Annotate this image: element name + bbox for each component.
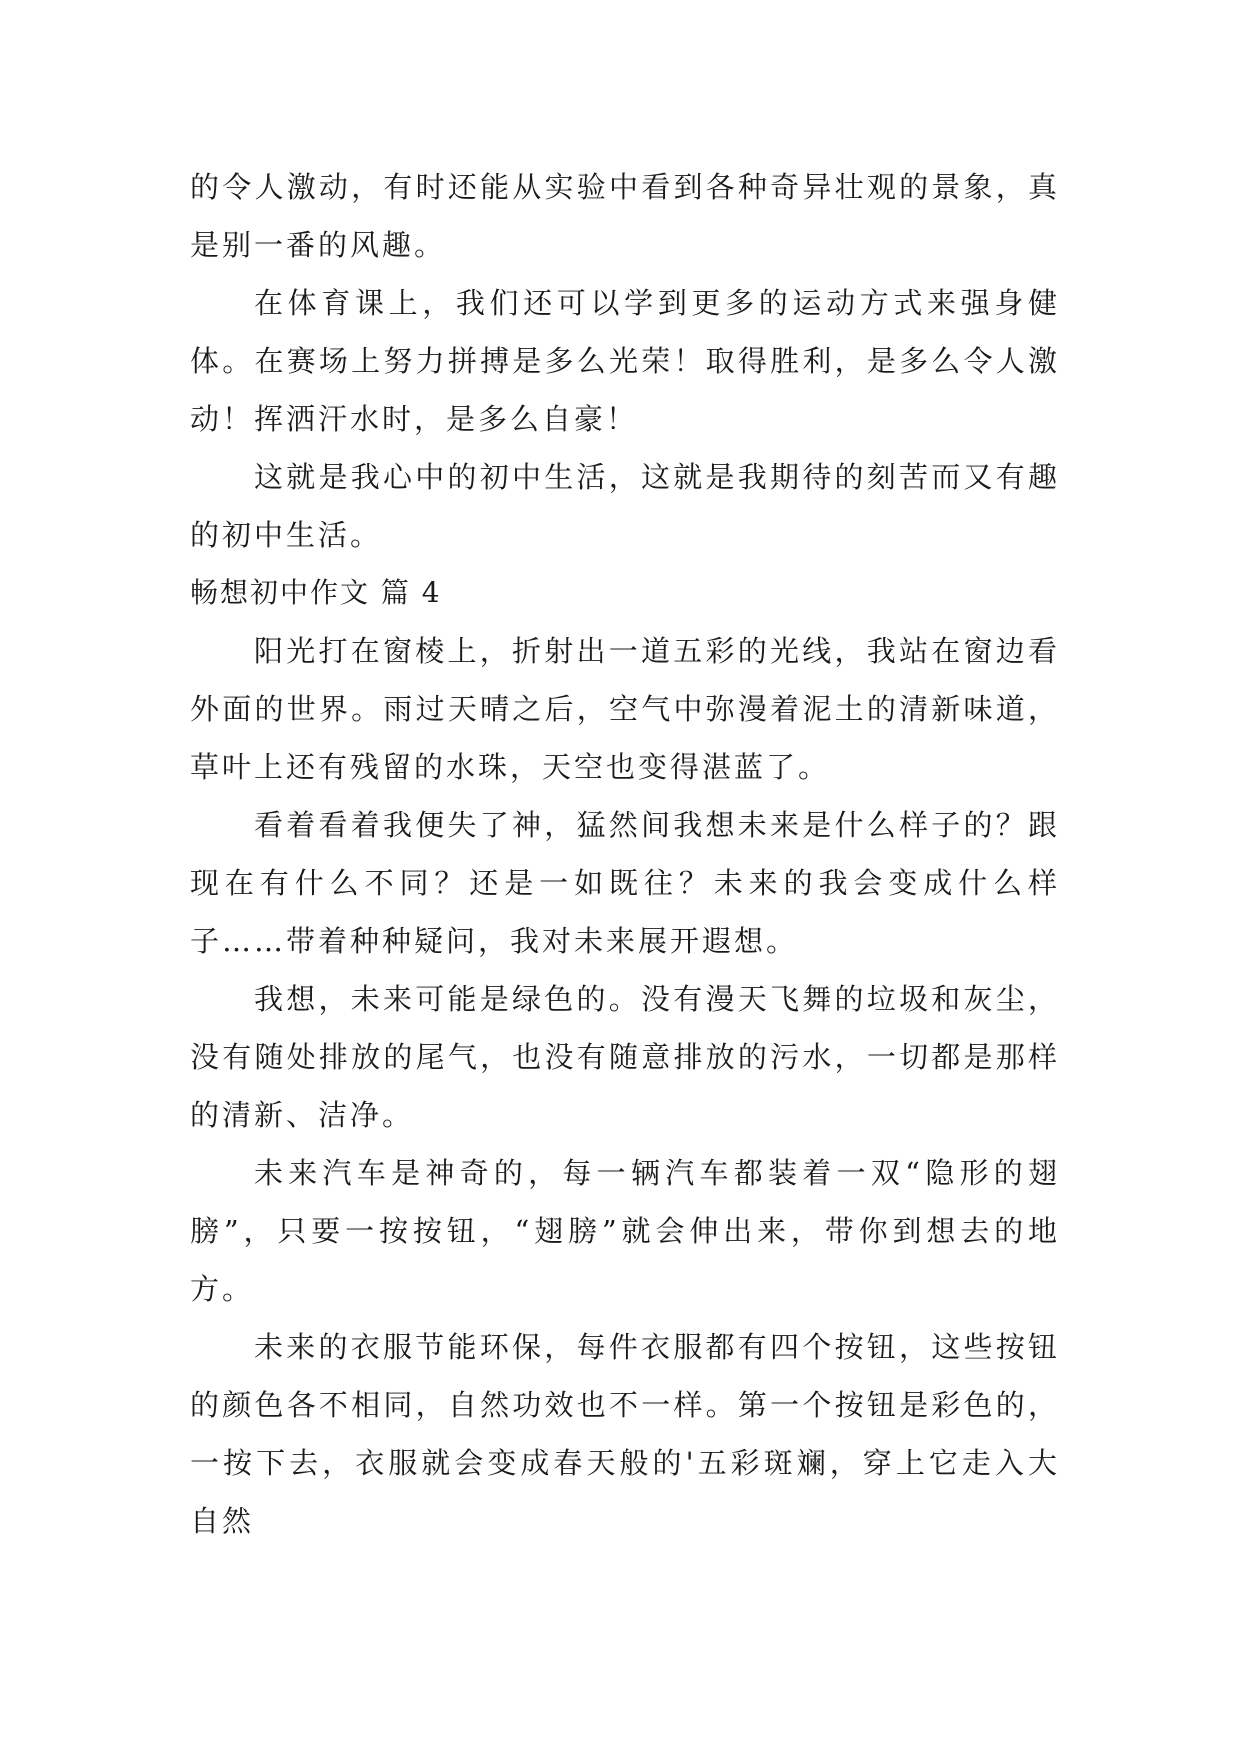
paragraph: 这就是我心中的初中生活，这就是我期待的刻苦而又有趣的初中生活。 — [190, 460, 1060, 552]
paragraph: 阳光打在窗棱上，折射出一道五彩的光线，我站在窗边看外面的世界。雨过天晴之后，空气中弥漫着泥土的清新味道，草叶上还有残留的水珠，天空也变得湛蓝了。 — [190, 634, 1060, 784]
paragraph: 的令人激动，有时还能从实验中看到各种奇异壮观的景象，真是别一番的风趣。 — [190, 170, 1060, 262]
paragraph: 看着看着我便失了神，猛然间我想未来是什么样子的？跟现在有什么不同？还是一如既往？未来的我会变成什么样子……带着种种疑问，我对未来展开遐想。 — [190, 808, 1060, 958]
paragraph: 未来的衣服节能环保，每件衣服都有四个按钮，这些按钮的颜色各不相同，自然功效也不一样。第一个按钮是彩色的，一按下去，衣服就会变成春天般的'五彩斑斓，穿上它走入大自然 — [190, 1330, 1060, 1538]
paragraph: 我想，未来可能是绿色的。没有漫天飞舞的垃圾和灰尘，没有随处排放的尾气，也没有随意排放的污水，一切都是那样的清新、洁净。 — [190, 982, 1060, 1132]
section-heading: 畅想初中作文 篇 4 — [190, 576, 442, 609]
paragraph: 未来汽车是神奇的，每一辆汽车都装着一双“隐形的翅膀”，只要一按按钮，“翅膀”就会伸出来，带你到想去的地方。 — [190, 1156, 1060, 1306]
document-body — [190, 158, 1060, 1550]
paragraph: 在体育课上，我们还可以学到更多的运动方式来强身健体。在赛场上努力拼搏是多么光荣！取得胜利，是多么令人激动！挥洒汗水时，是多么自豪！ — [190, 286, 1060, 436]
